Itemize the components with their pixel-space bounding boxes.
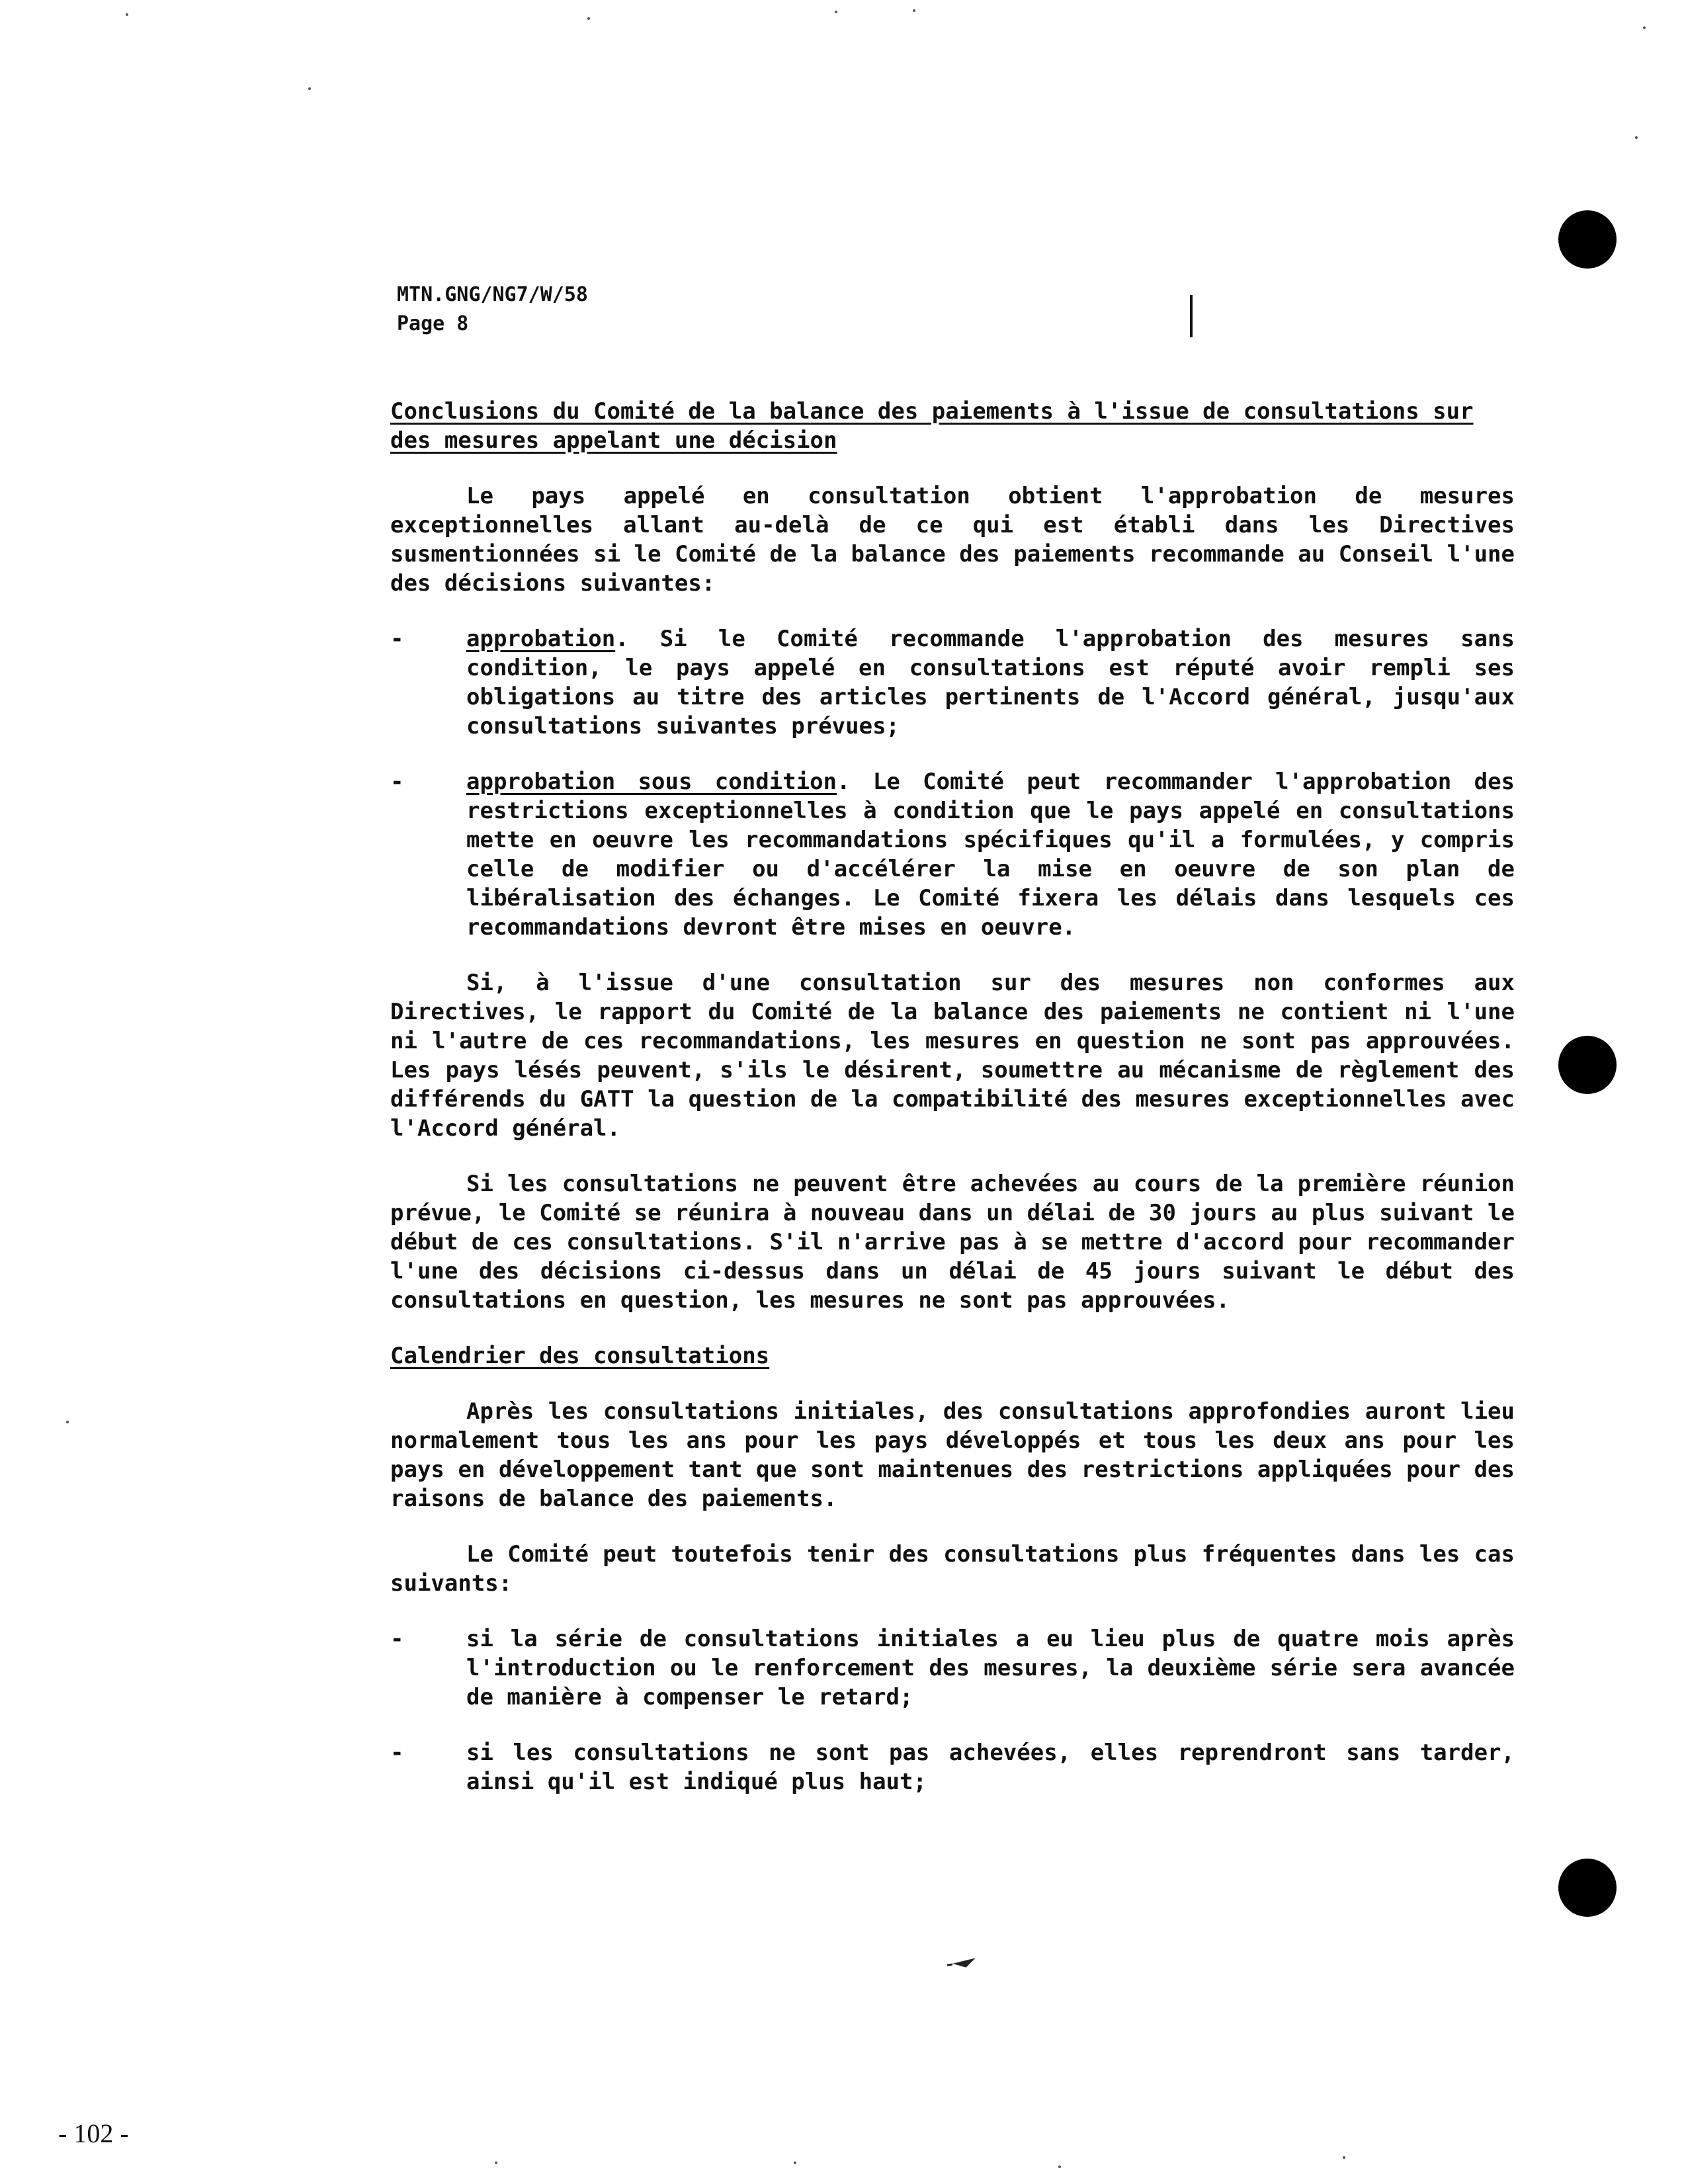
- page-label: Page 8: [397, 312, 469, 335]
- scan-speck: [835, 11, 837, 13]
- scan-speck: [794, 2162, 796, 2164]
- document-body: [390, 397, 1515, 1823]
- punch-hole-top: [1558, 210, 1617, 269]
- list-item-text: . Le Comité peut recommander l'approbation des restrictions exceptionnelles à condition que le pays appelé en consultations mette en oeuvre les recommandations spécifiques qu'il a formulées, y compris celle de modifier ou d'accélérer la mise en oeuvre de son plan de libéralisation des échanges. Le Comité fixera les délais dans lesquels ces recommandations devront être mises en oeuvre.: [466, 769, 1515, 941]
- bullet-dash: -: [390, 626, 404, 652]
- list-item: [390, 624, 1515, 741]
- scan-speck: [495, 2162, 497, 2164]
- document-symbol: MTN.GNG/NG7/W/58: [397, 283, 588, 306]
- scan-speck: [1343, 2156, 1345, 2159]
- bullet-dash: -: [390, 769, 404, 795]
- scan-speck: [1058, 2165, 1061, 2168]
- scan-speck: [126, 13, 128, 16]
- continuation-mark-icon: [946, 1956, 975, 1969]
- bullet-dash: -: [390, 1740, 404, 1766]
- bullet-dash: -: [390, 1626, 404, 1652]
- list-item-term: approbation sous condition: [466, 769, 837, 795]
- scan-speck: [1635, 136, 1638, 139]
- section-heading-conclusions: Conclusions du Comité de la balance des paiements à l'issue de consultations sur des mesures appelant une décision: [390, 398, 1474, 454]
- paragraph-non-conformity: Si, à l'issue d'une consultation sur des mesures non conformes aux Directives, le rapport du Comité de la balance des paiements ne contient ni l'une ni l'autre de ces recommandations, les mesures en question ne sont pas approuvées. Les pays lésés peuvent, s'ils le désirent, soumettre au mécanisme de règlement des différends du GATT la question de la compatibilité des mesures exceptionnelles avec l'Accord général.: [390, 970, 1515, 1142]
- scan-speck: [913, 9, 915, 12]
- list-item-text: . Si le Comité recommande l'approbation des mesures sans condition, le pays appelé en consultations est réputé avoir rempli ses obligations au titre des articles pertinents de l'Accord général, jusqu'aux consultations suivantes prévues;: [466, 626, 1515, 739]
- paragraph-calendar: Après les consultations initiales, des consultations approfondies auront lieu normalement tous les ans pour les pays développés et tous les deux ans pour les pays en développement tant que sont maintenues des restrictions appliquées pour des raisons de balance des paiements.: [390, 1398, 1515, 1512]
- scan-speck: [1643, 26, 1646, 29]
- document-header: [397, 280, 588, 339]
- punch-hole-bottom: [1558, 1859, 1617, 1917]
- list-item-text: si les consultations ne sont pas achevées, elles reprendront sans tarder, ainsi qu'il est indiqué plus haut;: [466, 1740, 1515, 1795]
- list-item-text: si la série de consultations initiales a eu lieu plus de quatre mois après l'introduction ou le renforcement des mesures, la deuxième série sera avancée de manière à compenser le retard;: [466, 1626, 1515, 1710]
- scan-speck: [587, 17, 590, 20]
- scan-speck: [308, 87, 311, 90]
- paragraph-intro: Le pays appelé en consultation obtient l'approbation de mesures exceptionnelles allant au-delà de ce qui est établi dans les Directives susmentionnées si le Comité de la balance des paiements recommande au Conseil l'une des décisions suivantes:: [390, 483, 1515, 597]
- scan-speck: [66, 1421, 69, 1423]
- list-item-term: approbation: [466, 626, 616, 652]
- paragraph-frequent-consultations: Le Comité peut toutefois tenir des consultations plus fréquentes dans les cas suivants:: [390, 1541, 1515, 1597]
- footer-page-number: - 102 -: [58, 2119, 129, 2148]
- list-item: [390, 1738, 1515, 1796]
- list-item: [390, 767, 1515, 942]
- section-heading-calendar: Calendrier des consultations: [390, 1343, 770, 1369]
- scan-mark: [946, 1951, 975, 1974]
- punch-hole-middle: [1558, 1036, 1617, 1094]
- paragraph-delays: Si les consultations ne peuvent être achevées au cours de la première réunion prévue, le Comité se réunira à nouveau dans un délai de 30 jours au plus suivant le début de ces consultations. S'il n'arrive pas à se mettre d'accord pour recommander l'une des décisions ci-dessus dans un délai de 45 jours suivant le début des consultations en question, les mesures ne sont pas approuvées.: [390, 1171, 1515, 1314]
- list-item: [390, 1624, 1515, 1712]
- revision-bar: [1190, 295, 1193, 337]
